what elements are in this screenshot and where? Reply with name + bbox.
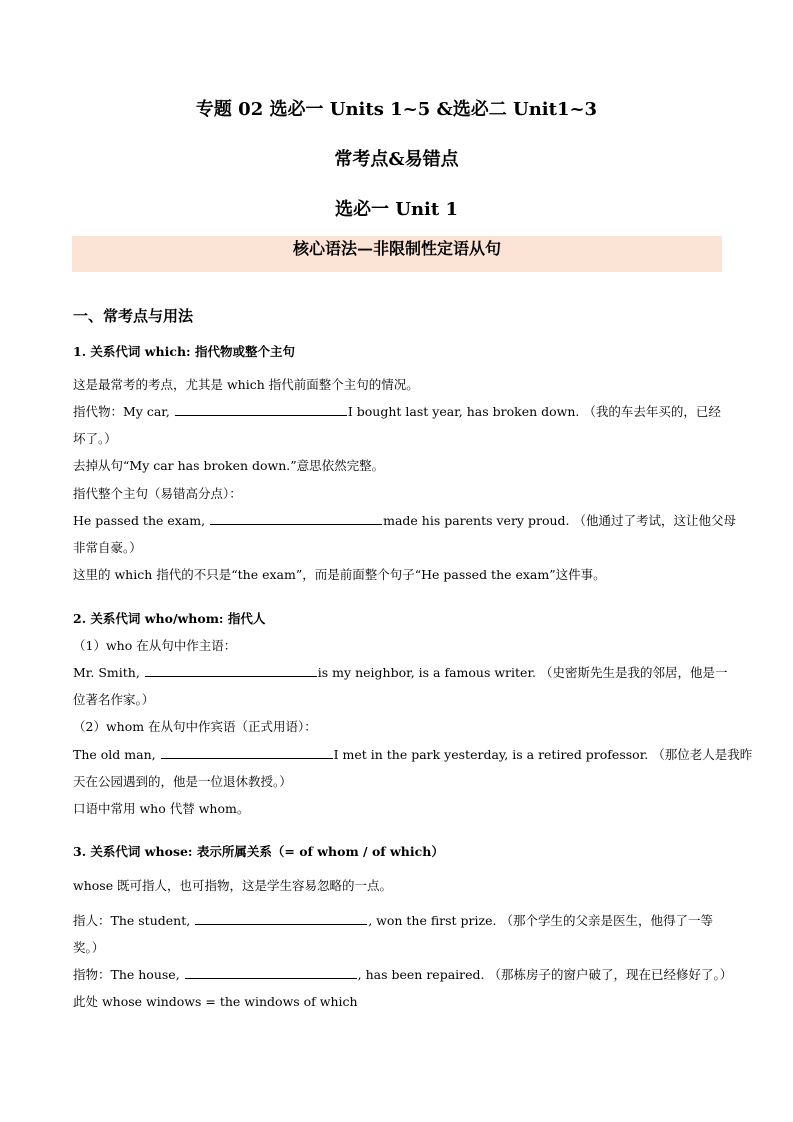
grammar-banner-text: 核心语法—非限制性定语从句 xyxy=(292,239,501,258)
item3-heading: 3. 关系代词 whose: 表示所属关系（= of whom / of which） xyxy=(73,844,444,859)
item3-example1-continuation: 奖。） xyxy=(73,940,105,955)
example-text-before: 指代物：My car, xyxy=(73,404,170,419)
document-subtitle: 常考点&易错点 xyxy=(334,149,459,170)
example-text-after: , has been repaired. （那栋房子的窗户破了，现在已经修好了。） xyxy=(357,967,733,982)
example-text-after: , won the first prize. （那个学生的父亲是医生，他得了一等 xyxy=(368,913,713,928)
item2-note: 口语中常用 who 代替 whom。 xyxy=(73,801,250,816)
item1-note2: 这里的 which 指代的不只是“the exam”，而是前面整个句子“He passed the exam”这件事。 xyxy=(73,567,606,582)
fill-in-blank[interactable] xyxy=(145,664,317,677)
example-text-after: I met in the park yesterday, is a retired professor. （那位老人是我昨 xyxy=(333,747,753,762)
fill-in-blank[interactable] xyxy=(161,746,333,759)
item2-sub1: （1）who 在从句中作主语： xyxy=(73,638,237,653)
example-text-before: He passed the exam, xyxy=(73,513,206,528)
fill-in-blank[interactable] xyxy=(185,966,357,979)
item3-intro: whose 既可指人，也可指物，这是学生容易忽略的一点。 xyxy=(73,878,393,893)
example-text-after: I bought last year, has broken down. （我的车去年买的，已经 xyxy=(347,404,721,419)
grammar-banner xyxy=(72,236,722,272)
item2-sub2: （2）whom 在从句中作宾语（正式用语）： xyxy=(73,719,317,734)
item2-example2-continuation: 天在公园遇到的，他是一位退休教授。） xyxy=(73,774,292,789)
item1-example2 xyxy=(73,512,736,530)
item1-note1: 去掉从句“My car has broken down.”意思依然完整。 xyxy=(73,458,385,473)
section-heading: 一、常考点与用法 xyxy=(73,307,194,325)
item1-subheading: 指代整个主句（易错高分点）： xyxy=(73,486,242,501)
item3-example2 xyxy=(73,966,732,984)
fill-in-blank[interactable] xyxy=(210,512,382,525)
item1-intro: 这是最常考的考点，尤其是 which 指代前面整个主句的情况。 xyxy=(73,377,419,392)
fill-in-blank[interactable] xyxy=(195,912,367,925)
document-title: 专题 02 选必一 Units 1~5 &选必二 Unit1~3 xyxy=(195,99,598,120)
example-text-before: The old man, xyxy=(73,747,156,762)
item2-example1-continuation: 位著名作家。） xyxy=(73,692,155,707)
item2-heading: 2. 关系代词 who/whom: 指代人 xyxy=(73,611,266,626)
example-text-after: made his parents very proud. （他通过了考试，这让他父母 xyxy=(383,513,736,528)
item1-example1 xyxy=(73,403,721,421)
example-text-after: is my neighbor, is a famous writer. （史密斯先生是我的邻居，他是一 xyxy=(317,665,728,680)
item2-example2 xyxy=(73,746,752,764)
example-text-before: 指人：The student, xyxy=(73,913,191,928)
unit-title: 选必一 Unit 1 xyxy=(335,199,458,220)
item1-heading: 1. 关系代词 which: 指代物或整个主句 xyxy=(73,344,296,359)
fill-in-blank[interactable] xyxy=(175,403,347,416)
item2-example1 xyxy=(73,664,728,682)
example-text-before: 指物：The house, xyxy=(73,967,180,982)
item1-example2-continuation: 非常自豪。） xyxy=(73,540,142,555)
item3-note: 此处 whose windows = the windows of which xyxy=(73,994,358,1009)
item1-example1-continuation: 坏了。） xyxy=(73,431,117,446)
example-text-before: Mr. Smith, xyxy=(73,665,140,680)
item3-example1 xyxy=(73,912,713,930)
